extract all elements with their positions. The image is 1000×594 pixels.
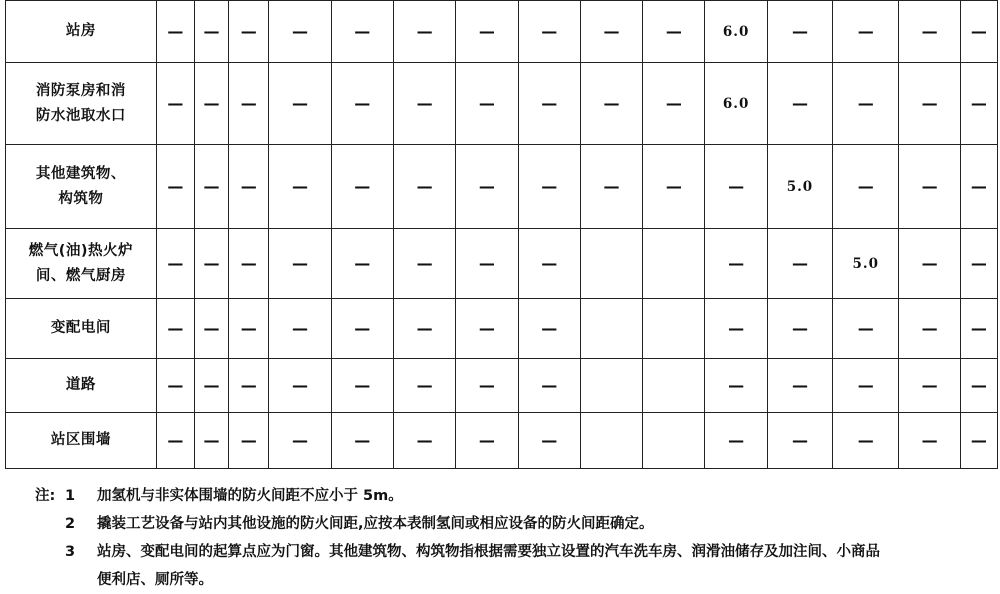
note-2 xyxy=(35,510,990,538)
table-cell: — xyxy=(393,1,455,63)
table-cell: — xyxy=(643,145,705,229)
table-cell: — xyxy=(269,413,331,469)
table-cell: — xyxy=(229,359,269,413)
table-cell: — xyxy=(899,229,960,299)
note-1 xyxy=(35,482,990,510)
table-row xyxy=(6,1,998,63)
row-label xyxy=(6,229,157,299)
row-label: 站区围墙 xyxy=(6,413,157,469)
table-cell: — xyxy=(899,63,960,145)
table-cell: — xyxy=(518,359,580,413)
table-cell: — xyxy=(705,413,767,469)
table-cell: — xyxy=(833,413,899,469)
table-cell: — xyxy=(833,1,899,63)
fire-spacing-table xyxy=(5,0,998,469)
table-cell: — xyxy=(269,63,331,145)
table-cell: — xyxy=(518,145,580,229)
table-cell: — xyxy=(456,229,518,299)
table-cell: — xyxy=(331,145,393,229)
table-cell: — xyxy=(194,145,228,229)
table-cell: — xyxy=(580,63,642,145)
table-cell: — xyxy=(194,1,228,63)
row-label-line: 燃气(油)热火炉 xyxy=(28,242,133,259)
table-cell: — xyxy=(269,229,331,299)
table-cell: — xyxy=(899,145,960,229)
table-cell: — xyxy=(899,359,960,413)
table-cell: — xyxy=(156,359,194,413)
table-cell: — xyxy=(960,359,997,413)
table-row xyxy=(6,299,998,359)
table-cell: — xyxy=(705,229,767,299)
table-row xyxy=(6,229,998,299)
table-cell: — xyxy=(269,145,331,229)
table-cell xyxy=(580,299,642,359)
table-cell: — xyxy=(156,299,194,359)
table-cell: — xyxy=(580,145,642,229)
table-cell xyxy=(643,359,705,413)
table-row xyxy=(6,145,998,229)
table-cell: — xyxy=(393,359,455,413)
table-cell: — xyxy=(833,63,899,145)
table-cell: — xyxy=(393,63,455,145)
table-cell: — xyxy=(229,1,269,63)
table-cell: — xyxy=(331,299,393,359)
row-label-line: 其他建筑物、 xyxy=(35,165,126,182)
note-text: 便利店、厕所等。 xyxy=(97,572,213,588)
table-cell: — xyxy=(156,1,194,63)
row-label: 变配电间 xyxy=(6,299,157,359)
table-cell: — xyxy=(767,299,832,359)
table-cell: — xyxy=(331,359,393,413)
table-cell xyxy=(580,229,642,299)
note-text: 站房、变配电间的起算点应为门窗。其他建筑物、构筑物指根据需要独立设置的汽车洗车房、润滑油储存及加注间、小商品 xyxy=(97,544,880,560)
table-cell: — xyxy=(393,299,455,359)
table-cell: — xyxy=(331,63,393,145)
table-cell: — xyxy=(767,359,832,413)
table-cell xyxy=(643,413,705,469)
table-cell: — xyxy=(833,145,899,229)
notes-section xyxy=(35,482,990,594)
table-cell: — xyxy=(229,63,269,145)
table-cell: — xyxy=(156,63,194,145)
table-cell: — xyxy=(705,359,767,413)
table-cell: — xyxy=(643,1,705,63)
table-cell: — xyxy=(518,1,580,63)
table-cell xyxy=(643,229,705,299)
note-text: 加氢机与非实体围墙的防火间距不应小于 5m。 xyxy=(97,488,403,504)
table-cell: 5.0 xyxy=(767,145,832,229)
table-cell: — xyxy=(899,413,960,469)
table-cell: — xyxy=(833,299,899,359)
table-cell: — xyxy=(194,359,228,413)
table-cell: — xyxy=(518,413,580,469)
row-label xyxy=(6,145,157,229)
table-cell: 6.0 xyxy=(705,63,767,145)
table-cell: — xyxy=(229,145,269,229)
table-cell: — xyxy=(194,413,228,469)
row-label: 站房 xyxy=(6,1,157,63)
table-cell: — xyxy=(960,229,997,299)
table-cell: — xyxy=(456,359,518,413)
note-number: 1 xyxy=(65,488,76,504)
table-cell: — xyxy=(194,299,228,359)
table-cell: 5.0 xyxy=(833,229,899,299)
table-row xyxy=(6,359,998,413)
note-3 xyxy=(35,538,990,566)
table-cell: — xyxy=(767,63,832,145)
row-label: 道路 xyxy=(6,359,157,413)
notes-prefix: 注: xyxy=(35,488,56,504)
table-cell: — xyxy=(194,229,228,299)
table-cell: — xyxy=(705,299,767,359)
table-cell: — xyxy=(331,413,393,469)
table-cell: — xyxy=(960,1,997,63)
row-label-line: 消防泵房和消 xyxy=(35,82,126,99)
table-cell xyxy=(580,413,642,469)
table-cell: — xyxy=(767,413,832,469)
table-cell: — xyxy=(393,413,455,469)
table-row xyxy=(6,413,998,469)
table-cell: — xyxy=(194,63,228,145)
table-cell: — xyxy=(269,359,331,413)
table-cell: — xyxy=(767,229,832,299)
table-cell: — xyxy=(393,145,455,229)
table-cell: — xyxy=(156,229,194,299)
row-label-line: 防水池取水口 xyxy=(35,107,126,124)
table-cell: — xyxy=(899,299,960,359)
table-cell: — xyxy=(705,145,767,229)
table-cell: — xyxy=(960,413,997,469)
note-3-continuation xyxy=(35,566,990,594)
table-cell: — xyxy=(229,413,269,469)
table-cell: — xyxy=(960,145,997,229)
table-cell: — xyxy=(456,299,518,359)
table-cell: — xyxy=(960,63,997,145)
table-cell: — xyxy=(456,63,518,145)
table-cell: — xyxy=(393,229,455,299)
table-cell: — xyxy=(456,145,518,229)
note-text: 撬装工艺设备与站内其他设施的防火间距,应按本表制氢间或相应设备的防火间距确定。 xyxy=(97,516,654,532)
table-cell: — xyxy=(456,413,518,469)
table-cell xyxy=(643,299,705,359)
table-cell: — xyxy=(518,63,580,145)
table-cell: 6.0 xyxy=(705,1,767,63)
table-cell: — xyxy=(269,299,331,359)
table-cell: — xyxy=(899,1,960,63)
table-cell: — xyxy=(518,229,580,299)
table-cell: — xyxy=(156,413,194,469)
table-cell: — xyxy=(156,145,194,229)
table-cell: — xyxy=(643,63,705,145)
table-cell: — xyxy=(767,1,832,63)
table-cell: — xyxy=(229,299,269,359)
table-cell: — xyxy=(456,1,518,63)
note-number: 2 xyxy=(65,516,76,532)
table-cell: — xyxy=(331,229,393,299)
row-label xyxy=(6,63,157,145)
table-cell xyxy=(580,359,642,413)
table-cell: — xyxy=(331,1,393,63)
table-cell: — xyxy=(269,1,331,63)
table-cell: — xyxy=(833,359,899,413)
table-cell: — xyxy=(518,299,580,359)
table-cell: — xyxy=(960,299,997,359)
row-label-line: 间、燃气厨房 xyxy=(35,267,126,284)
table-cell: — xyxy=(580,1,642,63)
note-number: 3 xyxy=(65,544,76,560)
table-row xyxy=(6,63,998,145)
row-label-line: 构筑物 xyxy=(58,190,104,207)
table-cell: — xyxy=(229,229,269,299)
